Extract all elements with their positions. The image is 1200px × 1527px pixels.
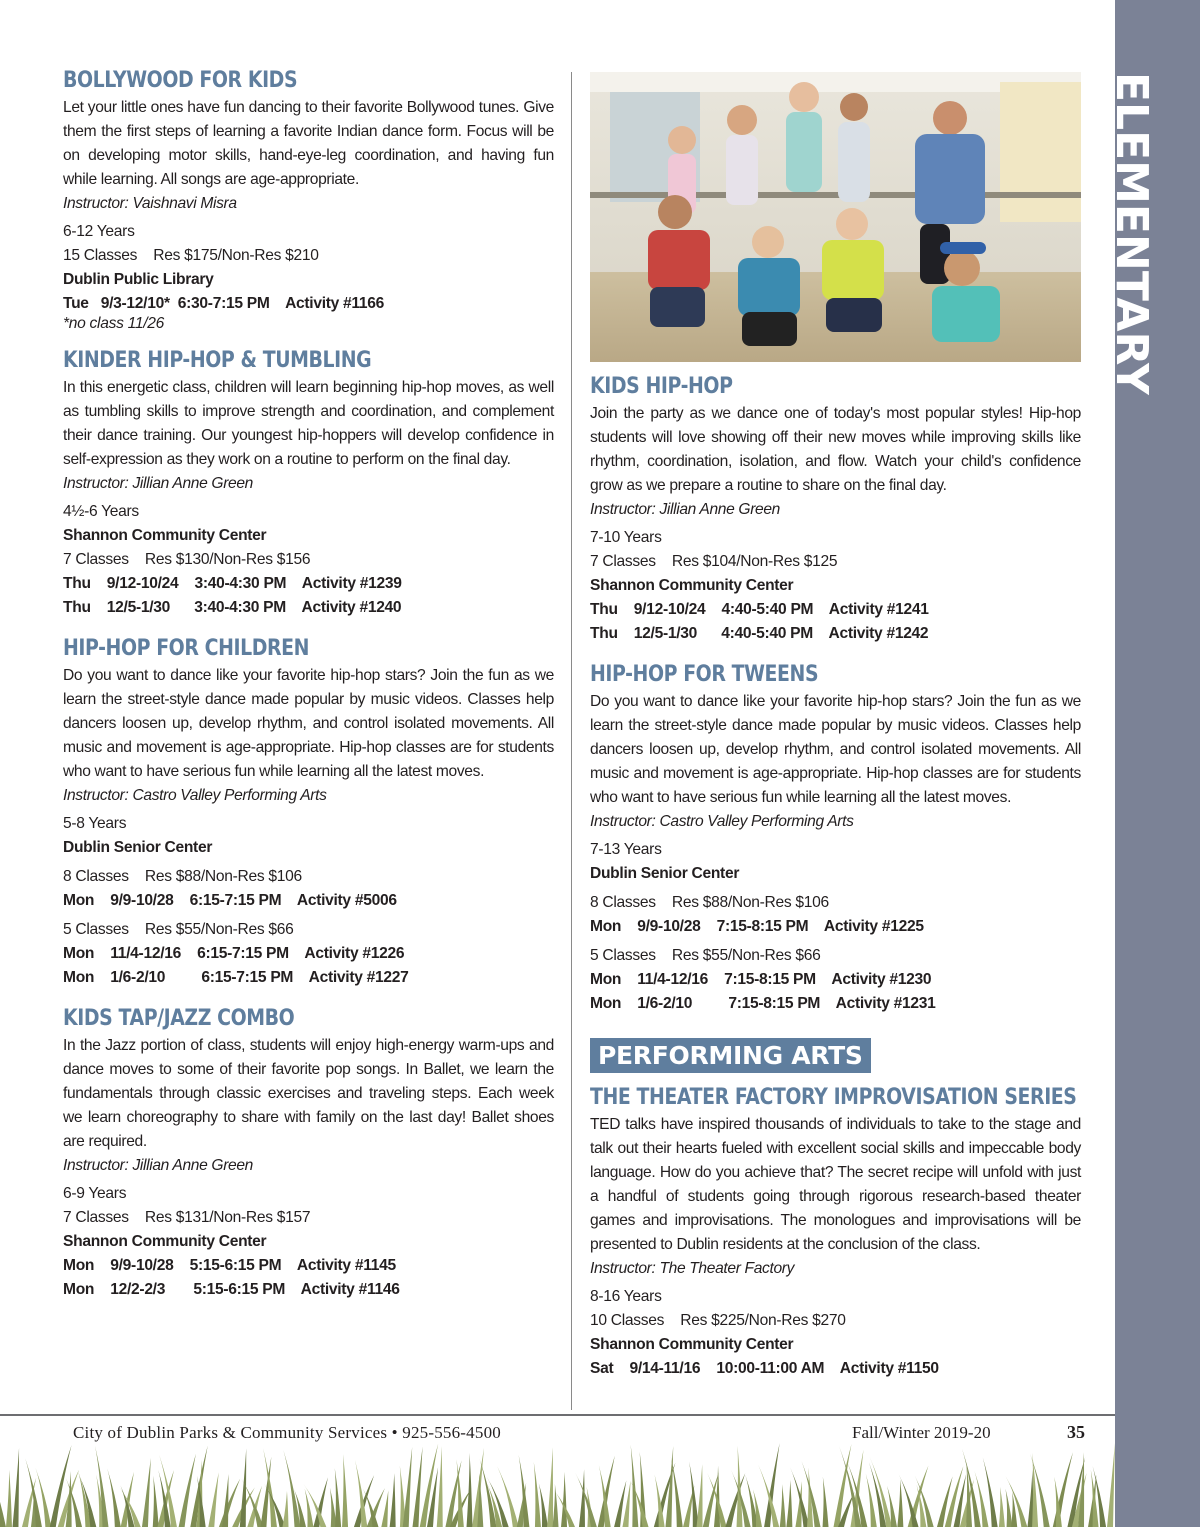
course-note: *no class 11/26 (63, 315, 164, 332)
course-session: Thu 9/12-10/24 4:40-5:40 PM Activity #1241 (590, 601, 929, 618)
course-description: Let your little ones have fun dancing to their favorite Bollywood tunes. Give them the first steps of learning a favorite Indian dance form. Focus will be on developing motor skills, hand-eye-leg coordination, and having fun while learning. All songs are age-appropriate. (63, 99, 554, 188)
course-location: Shannon Community Center (590, 577, 794, 594)
course-hiphop-children (63, 634, 554, 990)
course-location: Dublin Senior Center (63, 839, 213, 856)
course-fees: 8 Classes Res $88/Non-Res $106 (63, 868, 302, 885)
course-session: Mon 1/6-2/10 7:15-8:15 PM Activity #1231 (590, 995, 936, 1012)
course-session: Mon 9/9-10/28 6:15-7:15 PM Activity #5006 (63, 892, 397, 909)
page-number: 35 (1067, 1422, 1085, 1442)
course-description: Do you want to dance like your favorite hip-hop stars? Join the fun as we learn the street-style dance made popular by music videos. Classes help dancers loosen up, develop rhythm, and control isolated movements. All music and movement is age-appropriate. Hip-hop classes are for students who want to have serious fun while learning all the latest moves. (63, 667, 554, 780)
grass-decoration (0, 1440, 1115, 1527)
left-column (63, 66, 554, 1316)
course-title: BOLLYWOOD FOR KIDS (63, 68, 298, 93)
course-fees: 5 Classes Res $55/Non-Res $66 (590, 947, 821, 964)
course-session: Mon 9/9-10/28 7:15-8:15 PM Activity #1225 (590, 918, 924, 935)
course-hiphop-tweens (590, 660, 1081, 1016)
course-instructor: Instructor: Jillian Anne Green (63, 1157, 254, 1174)
course-instructor: Instructor: Castro Valley Performing Arts (590, 813, 854, 830)
course-location: Shannon Community Center (63, 1233, 267, 1250)
course-instructor: Instructor: Castro Valley Performing Arts (63, 787, 327, 804)
course-instructor: Instructor: The Theater Factory (590, 1260, 795, 1277)
course-ages: 6-9 Years (63, 1185, 127, 1202)
course-session: Tue 9/3-12/10* 6:30-7:15 PM Activity #1166 (63, 295, 385, 312)
course-location: Dublin Senior Center (590, 865, 740, 882)
course-description: Join the party as we dance one of today's most popular styles! Hip-hop students will love showing off their new moves while improving skills like rhythm, coordination, isolation, and flow. Watch your child's confidence grow as we prepare a routine to share on the final day. (590, 405, 1081, 494)
course-fees: 5 Classes Res $55/Non-Res $66 (63, 921, 294, 938)
course-instructor: Instructor: Vaishnavi Misra (63, 195, 237, 212)
course-fees: 7 Classes Res $130/Non-Res $156 (63, 551, 311, 568)
course-session: Mon 12/2-2/3 5:15-6:15 PM Activity #1146 (63, 1281, 400, 1298)
course-tap-jazz (63, 1004, 554, 1302)
footer-season: Fall/Winter 2019-20 (852, 1423, 991, 1442)
course-description: In this energetic class, children will learn beginning hip-hop moves, as well as tumbling skills to improve strength and coordination, and complement their dance training. Our youngest hip-hoppers will develop confidence in self-expression as they work on a routine to perform on the final day. (63, 379, 554, 468)
footer-organization: City of Dublin Parks & Community Services • 925-556-4500 (73, 1423, 501, 1442)
right-column (590, 372, 1081, 1395)
course-session: Thu 9/12-10/24 3:40-4:30 PM Activity #1239 (63, 575, 402, 592)
course-location: Dublin Public Library (63, 271, 214, 288)
course-title: HIP-HOP FOR TWEENS (590, 662, 819, 687)
dance-class-photo (590, 72, 1081, 362)
course-location: Shannon Community Center (590, 1336, 794, 1353)
footer-rule (0, 1414, 1115, 1416)
course-session: Mon 11/4-12/16 6:15-7:15 PM Activity #1226 (63, 945, 405, 962)
course-title: HIP-HOP FOR CHILDREN (63, 636, 310, 661)
course-kinder-hiphop (63, 346, 554, 620)
course-title: THE THEATER FACTORY IMPROVISATION SERIES (590, 1085, 1077, 1110)
course-description: TED talks have inspired thousands of individuals to take to the stage and talk out their hearts fueled with excellent social skills and impeccable body language. How do you achieve that? The secret recipe will unfold with just a handful of students going through rigorous research-based theater games and improvisations. The monologues and improvisations will be presented to Dublin residents at the conclusion of the class. (590, 1116, 1081, 1253)
course-session: Mon 11/4-12/16 7:15-8:15 PM Activity #1230 (590, 971, 932, 988)
course-instructor: Instructor: Jillian Anne Green (63, 475, 254, 492)
course-theater-improv (590, 1083, 1081, 1381)
course-description: Do you want to dance like your favorite hip-hop stars? Join the fun as we learn the street-style dance made popular by music videos. Classes help dancers loosen up, develop rhythm, and control isolated movements. All music and movement is age-appropriate. Hip-hop classes are for students who want to have serious fun while learning all the latest moves. (590, 693, 1081, 806)
course-session: Thu 12/5-1/30 3:40-4:30 PM Activity #1240 (63, 599, 402, 616)
course-bollywood (63, 66, 554, 332)
course-fees: 15 Classes Res $175/Non-Res $210 (63, 247, 319, 264)
course-title: KINDER HIP-HOP & TUMBLING (63, 348, 372, 373)
course-fees: 10 Classes Res $225/Non-Res $270 (590, 1312, 846, 1329)
course-ages: 8-16 Years (590, 1288, 662, 1305)
course-title: KIDS HIP-HOP (590, 374, 733, 399)
column-divider (571, 72, 572, 1410)
course-instructor: Instructor: Jillian Anne Green (590, 501, 781, 518)
course-ages: 5-8 Years (63, 815, 127, 832)
course-location: Shannon Community Center (63, 527, 267, 544)
course-ages: 7-13 Years (590, 841, 662, 858)
course-kids-hiphop (590, 372, 1081, 646)
course-ages: 4½-6 Years (63, 503, 139, 520)
course-fees: 7 Classes Res $104/Non-Res $125 (590, 553, 838, 570)
sidebar-label: ELEMENTARY (1106, 72, 1157, 395)
course-session: Sat 9/14-11/16 10:00-11:00 AM Activity #1150 (590, 1360, 939, 1377)
section-banner-performing-arts: PERFORMING ARTS (590, 1038, 871, 1073)
course-session: Mon 1/6-2/10 6:15-7:15 PM Activity #1227 (63, 969, 409, 986)
course-session: Thu 12/5-1/30 4:40-5:40 PM Activity #1242 (590, 625, 929, 642)
course-ages: 6-12 Years (63, 223, 135, 240)
course-ages: 7-10 Years (590, 529, 662, 546)
course-title: KIDS TAP/JAZZ COMBO (63, 1006, 295, 1031)
course-fees: 8 Classes Res $88/Non-Res $106 (590, 894, 829, 911)
course-fees: 7 Classes Res $131/Non-Res $157 (63, 1209, 311, 1226)
course-session: Mon 9/9-10/28 5:15-6:15 PM Activity #1145 (63, 1257, 396, 1274)
course-description: In the Jazz portion of class, students will enjoy high-energy warm-ups and dance moves to some of their favorite pop songs. In Ballet, we learn the fundamentals through classic exercises and traveling steps. Each week we learn choreography to share with family on the last day! Ballet shoes are required. (63, 1037, 554, 1150)
